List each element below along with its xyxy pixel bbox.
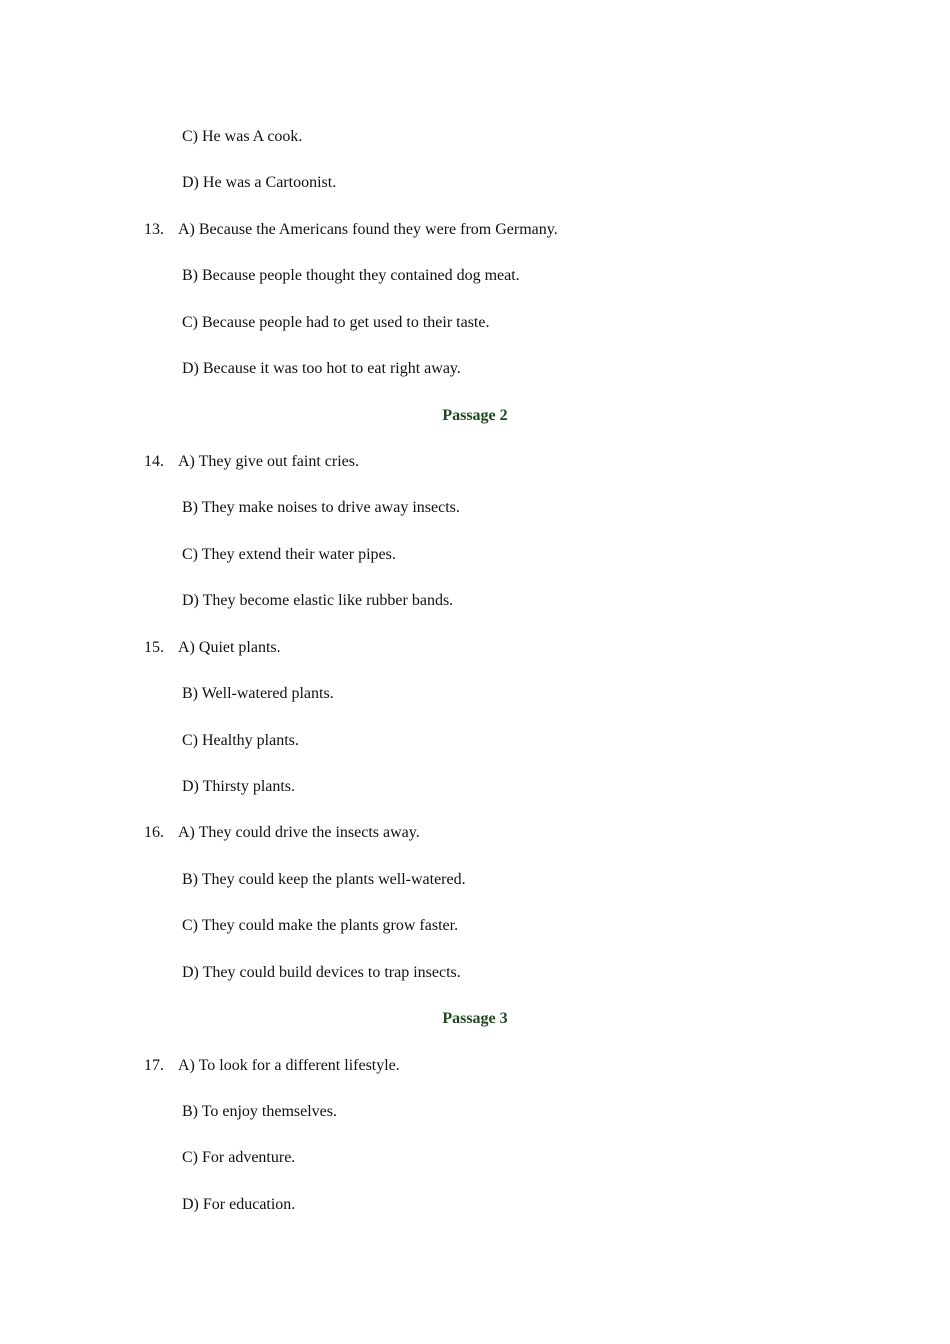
option-13-a: A) Because the Americans found they were from Germany.: [178, 221, 558, 238]
question-number: 17.: [144, 1057, 164, 1074]
option-15-d: D) Thirsty plants.: [182, 778, 296, 795]
option-14-d: D) They become elastic like rubber bands.: [182, 592, 454, 609]
option-13-c: C) Because people had to get used to their taste.: [182, 314, 490, 331]
option-17-b: B) To enjoy themselves.: [182, 1103, 338, 1120]
option-13-d: D) Because it was too hot to eat right away.: [182, 360, 461, 377]
question-number: 15.: [144, 639, 164, 656]
option-16-c: C) They could make the plants grow faster.: [182, 917, 459, 934]
option-16-a: A) They could drive the insects away.: [178, 824, 420, 841]
option-17-c: C) For adventure.: [182, 1149, 296, 1166]
question-number: 16.: [144, 824, 164, 841]
option-17-a: A) To look for a different lifestyle.: [178, 1057, 400, 1074]
passage-3-heading: Passage 3: [442, 1010, 508, 1027]
option-15-b: B) Well-watered plants.: [182, 685, 334, 702]
option-15-a: A) Quiet plants.: [178, 639, 281, 656]
option-12-c: C) He was A cook.: [182, 128, 303, 145]
option-16-d: D) They could build devices to trap insects.: [182, 964, 461, 981]
option-15-c: C) Healthy plants.: [182, 732, 299, 749]
question-number: 13.: [144, 221, 164, 238]
question-number: 14.: [144, 453, 164, 470]
option-12-d: D) He was a Cartoonist.: [182, 174, 337, 191]
option-14-c: C) They extend their water pipes.: [182, 546, 396, 563]
option-13-b: B) Because people thought they contained dog meat.: [182, 267, 520, 284]
option-14-b: B) They make noises to drive away insects.: [182, 499, 460, 516]
option-17-d: D) For education.: [182, 1196, 296, 1213]
passage-2-heading: Passage 2: [442, 407, 508, 424]
option-14-a: A) They give out faint cries.: [178, 453, 359, 470]
option-16-b: B) They could keep the plants well-watered.: [182, 871, 466, 888]
